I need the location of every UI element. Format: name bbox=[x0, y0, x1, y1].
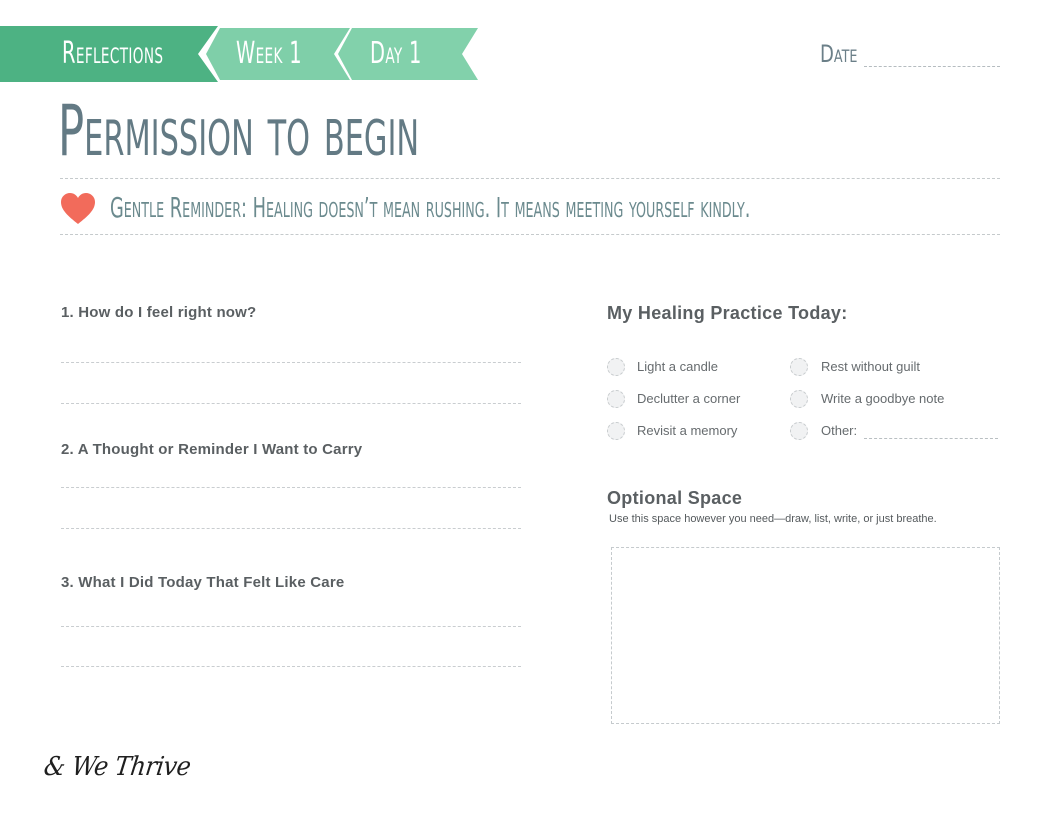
checkbox-other[interactable] bbox=[790, 422, 808, 440]
answer-line-3a[interactable] bbox=[61, 626, 521, 627]
answer-line-1b[interactable] bbox=[61, 403, 521, 404]
optional-space-subtitle: Use this space however you need—draw, list, write, or just breathe. bbox=[609, 513, 937, 525]
divider-bottom bbox=[60, 234, 1000, 235]
ribbon-label-day: Day 1 bbox=[370, 36, 422, 71]
option-label-other: Other: bbox=[821, 423, 858, 438]
heart-icon bbox=[60, 192, 96, 226]
option-label-revisit-memory: Revisit a memory bbox=[637, 423, 738, 438]
answer-line-1a[interactable] bbox=[61, 362, 521, 363]
checkbox-goodbye-note[interactable] bbox=[790, 390, 808, 408]
option-label-light-candle: Light a candle bbox=[637, 359, 718, 374]
other-field[interactable] bbox=[864, 438, 998, 439]
option-label-rest-without-guilt: Rest without guilt bbox=[821, 359, 920, 374]
header-ribbons bbox=[0, 26, 480, 82]
checkbox-revisit-memory[interactable] bbox=[607, 422, 625, 440]
date-label: Date bbox=[820, 40, 858, 68]
option-label-goodbye-note: Write a goodbye note bbox=[821, 391, 945, 406]
brand-logo: & We Thrive bbox=[42, 752, 193, 782]
divider-top bbox=[60, 178, 1000, 179]
practice-title: My Healing Practice Today: bbox=[607, 303, 848, 323]
ribbon-label-week: Week 1 bbox=[236, 36, 303, 71]
question-2: 2. A Thought or Reminder I Want to Carry bbox=[61, 441, 363, 458]
answer-line-3b[interactable] bbox=[61, 666, 521, 667]
gentle-reminder: Gentle Reminder: Healing doesn’t mean rushing. It means meeting yourself kindly. bbox=[110, 191, 751, 224]
checkbox-rest-without-guilt[interactable] bbox=[790, 358, 808, 376]
answer-line-2b[interactable] bbox=[61, 528, 521, 529]
question-1: 1. How do I feel right now? bbox=[61, 304, 257, 321]
optional-space-box[interactable] bbox=[611, 547, 1000, 724]
page-title: Permission to begin bbox=[58, 90, 420, 172]
optional-space-title: Optional Space bbox=[607, 488, 743, 508]
question-3: 3. What I Did Today That Felt Like Care bbox=[61, 574, 345, 591]
ribbon-label-reflections: Reflections bbox=[62, 36, 164, 71]
checkbox-declutter-corner[interactable] bbox=[607, 390, 625, 408]
answer-line-2a[interactable] bbox=[61, 487, 521, 488]
checkbox-light-candle[interactable] bbox=[607, 358, 625, 376]
date-field[interactable] bbox=[864, 66, 1000, 67]
option-label-declutter-corner: Declutter a corner bbox=[637, 391, 741, 406]
